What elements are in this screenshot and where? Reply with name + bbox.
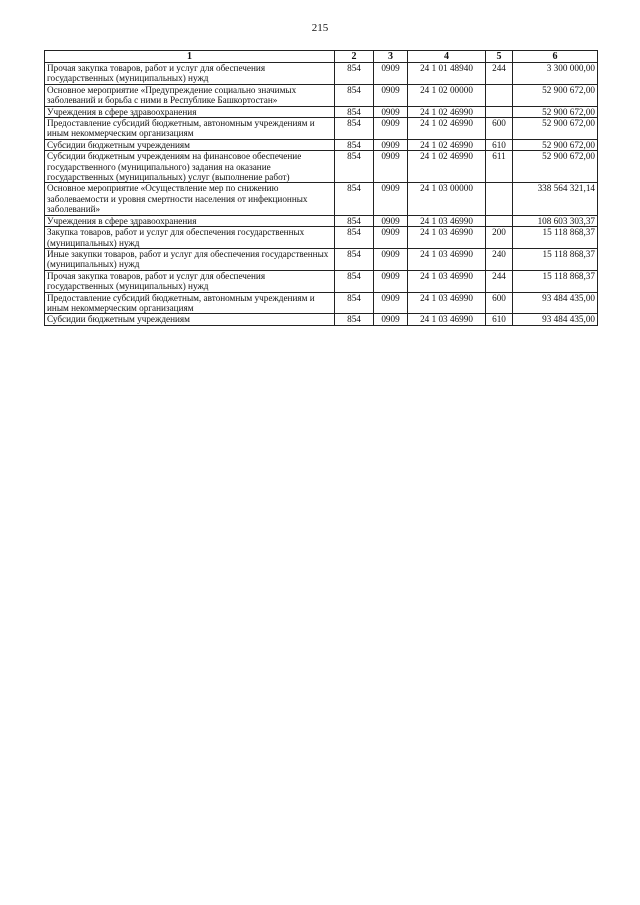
row-section: 0909	[374, 314, 408, 325]
row-name: Основное мероприятие «Предупреждение социально значимых заболеваний и борьба с ними в Республике Башкортостан»	[45, 84, 335, 106]
row-article: 24 1 02 46990	[408, 118, 486, 140]
row-sum: 52 900 672,00	[513, 151, 598, 183]
row-sum: 93 484 435,00	[513, 314, 598, 325]
row-name: Учреждения в сфере здравоохранения	[45, 106, 335, 117]
table-row	[45, 84, 598, 106]
row-name: Учреждения в сфере здравоохранения	[45, 215, 335, 226]
header-col-1: 1	[45, 51, 335, 63]
row-name: Основное мероприятие «Осуществление мер по снижению заболеваемости и уровня смертности населения от инфекционных заболеваний»	[45, 183, 335, 215]
header-col-5: 5	[486, 51, 513, 63]
row-name: Предоставление субсидий бюджетным, автономным учреждениям и иным некоммерческим организациям	[45, 118, 335, 140]
row-sum: 52 900 672,00	[513, 106, 598, 117]
row-sum: 93 484 435,00	[513, 292, 598, 314]
row-code: 854	[335, 151, 374, 183]
row-name: Субсидии бюджетным учреждениям	[45, 139, 335, 150]
table-row	[45, 270, 598, 292]
row-code: 854	[335, 292, 374, 314]
row-sum: 108 603 303,37	[513, 215, 598, 226]
row-section: 0909	[374, 227, 408, 249]
row-code: 854	[335, 215, 374, 226]
row-article: 24 1 03 46990	[408, 227, 486, 249]
row-article: 24 1 03 46990	[408, 314, 486, 325]
table-row	[45, 151, 598, 183]
row-section: 0909	[374, 106, 408, 117]
budget-table	[44, 50, 598, 326]
row-article: 24 1 03 46990	[408, 248, 486, 270]
row-name: Иные закупки товаров, работ и услуг для обеспечения государственных (муниципальных) нужд	[45, 248, 335, 270]
row-sum: 52 900 672,00	[513, 118, 598, 140]
row-section: 0909	[374, 215, 408, 226]
row-section: 0909	[374, 118, 408, 140]
row-article: 24 1 03 46990	[408, 292, 486, 314]
table-row	[45, 106, 598, 117]
row-article: 24 1 02 00000	[408, 84, 486, 106]
row-section: 0909	[374, 292, 408, 314]
row-expense-type	[486, 215, 513, 226]
header-col-3: 3	[374, 51, 408, 63]
row-article: 24 1 01 48940	[408, 63, 486, 85]
row-expense-type	[486, 183, 513, 215]
table-row	[45, 118, 598, 140]
row-sum: 338 564 321,14	[513, 183, 598, 215]
row-section: 0909	[374, 248, 408, 270]
header-col-4: 4	[408, 51, 486, 63]
row-sum: 3 300 000,00	[513, 63, 598, 85]
row-code: 854	[335, 106, 374, 117]
row-code: 854	[335, 270, 374, 292]
row-sum: 15 118 868,37	[513, 270, 598, 292]
row-article: 24 1 02 46990	[408, 106, 486, 117]
row-name: Субсидии бюджетным учреждениям	[45, 314, 335, 325]
header-col-2: 2	[335, 51, 374, 63]
header-col-6: 6	[513, 51, 598, 63]
row-expense-type	[486, 84, 513, 106]
row-expense-type: 600	[486, 118, 513, 140]
row-expense-type	[486, 106, 513, 117]
row-section: 0909	[374, 270, 408, 292]
row-expense-type: 200	[486, 227, 513, 249]
row-code: 854	[335, 118, 374, 140]
page-number: 215	[311, 22, 329, 34]
row-article: 24 1 03 46990	[408, 270, 486, 292]
row-code: 854	[335, 183, 374, 215]
row-section: 0909	[374, 151, 408, 183]
row-sum: 15 118 868,37	[513, 227, 598, 249]
table-header-row	[45, 51, 598, 63]
row-code: 854	[335, 227, 374, 249]
row-section: 0909	[374, 84, 408, 106]
table-body	[45, 63, 598, 326]
row-section: 0909	[374, 63, 408, 85]
row-expense-type: 610	[486, 139, 513, 150]
table-row	[45, 292, 598, 314]
table-row	[45, 227, 598, 249]
row-code: 854	[335, 139, 374, 150]
row-expense-type: 610	[486, 314, 513, 325]
row-code: 854	[335, 314, 374, 325]
table-row	[45, 63, 598, 85]
row-article: 24 1 03 00000	[408, 183, 486, 215]
row-article: 24 1 03 46990	[408, 215, 486, 226]
row-article: 24 1 02 46990	[408, 139, 486, 150]
table-row	[45, 139, 598, 150]
row-expense-type: 611	[486, 151, 513, 183]
table-row	[45, 248, 598, 270]
row-sum: 15 118 868,37	[513, 248, 598, 270]
row-expense-type: 244	[486, 270, 513, 292]
row-code: 854	[335, 248, 374, 270]
row-section: 0909	[374, 183, 408, 215]
row-name: Закупка товаров, работ и услуг для обеспечения государственных (муниципальных) нужд	[45, 227, 335, 249]
row-sum: 52 900 672,00	[513, 84, 598, 106]
row-sum: 52 900 672,00	[513, 139, 598, 150]
table-row	[45, 215, 598, 226]
row-name: Прочая закупка товаров, работ и услуг для обеспечения государственных (муниципальных) нужд	[45, 270, 335, 292]
row-name: Предоставление субсидий бюджетным, автономным учреждениям и иным некоммерческим организациям	[45, 292, 335, 314]
row-code: 854	[335, 84, 374, 106]
table-row	[45, 314, 598, 325]
row-expense-type: 600	[486, 292, 513, 314]
row-name: Прочая закупка товаров, работ и услуг для обеспечения государственных (муниципальных) нужд	[45, 63, 335, 85]
row-expense-type: 240	[486, 248, 513, 270]
row-section: 0909	[374, 139, 408, 150]
row-code: 854	[335, 63, 374, 85]
row-expense-type: 244	[486, 63, 513, 85]
row-article: 24 1 02 46990	[408, 151, 486, 183]
table-row	[45, 183, 598, 215]
row-name: Субсидии бюджетным учреждениям на финансовое обеспечение государственного (муниципального) задания на оказание государственных (муниципальных) услуг (выполнение работ)	[45, 151, 335, 183]
